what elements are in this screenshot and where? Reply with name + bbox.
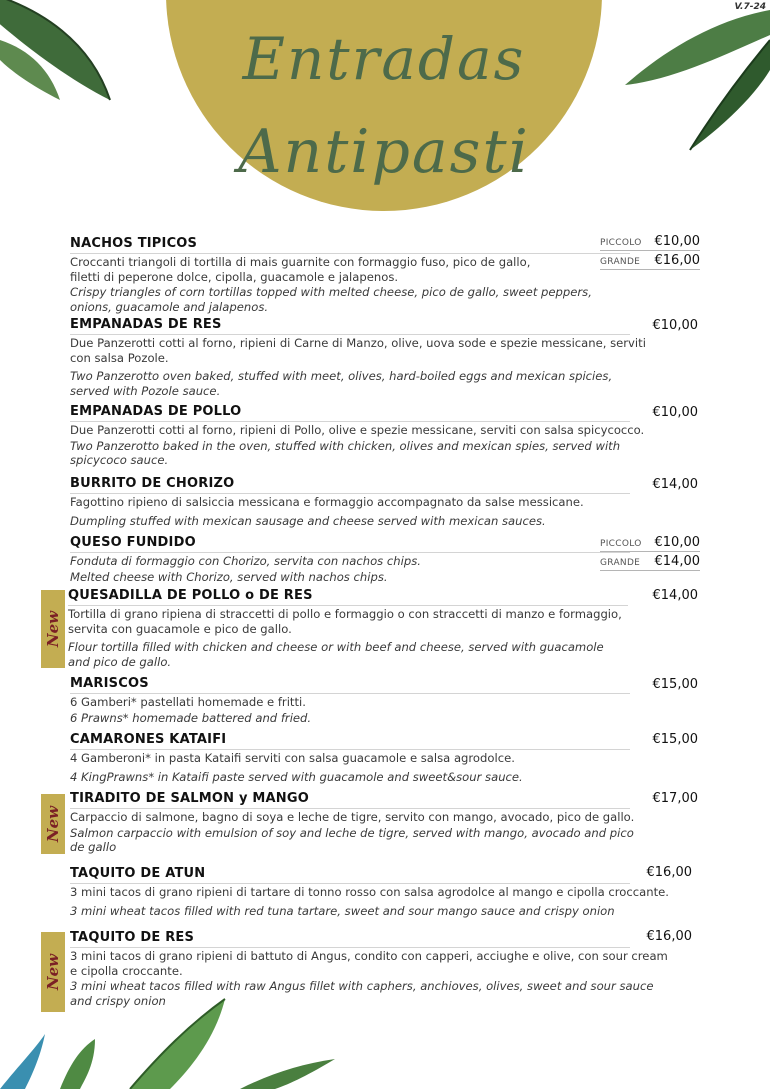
item-description-it: Carpaccio di salmone, bagno di soya e leche de tigre, servito con mango, avocado, pico de gallo. xyxy=(70,810,635,824)
item-price: €16,00 xyxy=(646,929,692,944)
item-description-it: Tortilla di grano ripiena di straccetti di pollo e formaggio o con straccetti di manzo e formaggio, servita con guacamole e pico de gallo. xyxy=(68,607,622,636)
item-price: €17,00 xyxy=(652,791,698,806)
item-price: €10,00 xyxy=(652,318,698,333)
item-name: MARISCOS xyxy=(70,676,630,694)
item-name: EMPANADAS DE RES xyxy=(70,317,630,335)
item-description-en: 3 mini wheat tacos filled with red tuna tartare, sweet and sour mango sauce and crispy onion xyxy=(70,903,615,918)
size-price: €10,00 xyxy=(654,234,700,249)
leaf-decoration-top-right xyxy=(595,0,770,160)
item-name: NACHOS TIPICOS xyxy=(70,236,630,254)
item-description-it: 3 mini tacos di grano ripieni di tartare di tonno rosso con salsa agrodolce al mango e cipolla croccante. xyxy=(70,885,669,899)
new-badge xyxy=(41,590,65,668)
item-description-en: Flour tortilla filled with chicken and cheese or with beef and cheese, served with guacamole and pico de gallo. xyxy=(68,640,604,669)
item-description-en: Salmon carpaccio with emulsion of soy and leche de tigre, served with mango, avocado and pico de gallo xyxy=(70,825,634,854)
new-badge xyxy=(41,794,65,854)
size-row-grande xyxy=(600,253,700,270)
item-description-it: 3 mini tacos di grano ripieni di battuto di Angus, condito con capperi, acciughe e olive, con sour cream e cipolla croccante. xyxy=(70,949,668,978)
size-label: GRANDE xyxy=(600,257,641,267)
size-row-piccolo xyxy=(600,234,700,251)
size-label: PICCOLO xyxy=(600,539,642,549)
item-description-en: Two Panzerotto baked in the oven, stuffed with chicken, olives and mexican spies, served with spicycoco sauce. xyxy=(70,438,621,467)
leaf-decoration-top-left xyxy=(0,0,120,110)
item-description-it: Fagottino ripieno di salsiccia messicana e formaggio accompagnato da salse messicane. xyxy=(70,495,584,509)
item-description-it: Fonduta di formaggio con Chorizo, servita con nachos chips. xyxy=(70,554,421,568)
new-badge-label: New xyxy=(44,805,63,843)
size-row-piccolo xyxy=(600,535,700,552)
item-description-en: 3 mini wheat tacos filled with raw Angus fillet with caphers, anchioves, olives, sweet and sour sauce and crispy onion xyxy=(70,979,654,1008)
size-label: PICCOLO xyxy=(600,238,642,248)
item-description-it: 6 Gamberi* pastellati homemade e fritti. xyxy=(70,695,306,709)
item-name: CAMARONES KATAIFI xyxy=(70,732,630,750)
item-name: EMPANADAS DE POLLO xyxy=(70,404,630,422)
item-name: BURRITO DE CHORIZO xyxy=(70,476,630,494)
item-name: TAQUITO DE RES xyxy=(70,930,630,948)
size-row-grande xyxy=(600,554,700,571)
page-title-line1: Entradas xyxy=(242,25,526,93)
item-name: QUESADILLA DE POLLO o DE RES xyxy=(68,588,628,606)
version-label: V.7-24 xyxy=(734,2,766,12)
size-price: €16,00 xyxy=(654,253,700,268)
item-price: €16,00 xyxy=(646,865,692,880)
item-description-it: Due Panzerotti cotti al forno, ripieni di Pollo, olive e spezie messicane, serviti con salsa spicycocco. xyxy=(70,423,645,437)
item-price: €14,00 xyxy=(652,477,698,492)
item-description-en: Dumpling stuffed with mexican sausage and cheese served with mexican sauces. xyxy=(70,513,546,528)
item-description-en: 4 KingPrawns* in Kataifi paste served with guacamole and sweet&sour sauce. xyxy=(70,769,523,784)
item-name: TAQUITO DE ATUN xyxy=(70,866,630,884)
new-badge xyxy=(41,932,65,1012)
item-description-en: 6 Prawns* homemade battered and fried. xyxy=(70,710,312,725)
item-description-en: Crispy triangles of corn tortillas topped with melted cheese, pico de gallo, sweet peppers, onions, guacamole and jalapenos. xyxy=(70,285,592,314)
item-description-en: Two Panzerotto oven baked, stuffed with meet, olives, hard-boiled eggs and mexican spicies, served with Pozole sauce. xyxy=(70,369,613,398)
new-badge-label: New xyxy=(44,610,63,648)
item-description-it: 4 Gamberoni* in pasta Kataifi serviti con salsa guacamole e salsa agrodolce. xyxy=(70,751,515,765)
item-name: TIRADITO DE SALMON y MANGO xyxy=(70,791,630,809)
new-badge-label: New xyxy=(44,953,63,991)
item-name: QUESO FUNDIDO xyxy=(70,535,630,553)
item-description-it: Croccanti triangoli di tortilla di mais guarnite con formaggio fuso, pico de gallo, filetti di peperone dolce, cipolla, guacamole e jalapenos. xyxy=(70,255,531,284)
item-description-it: Due Panzerotti cotti al forno, ripieni di Carne di Manzo, olive, uova sode e spezie messicane, serviti con salsa Pozole. xyxy=(70,336,646,365)
size-price: €10,00 xyxy=(654,535,700,550)
item-price: €14,00 xyxy=(652,588,698,603)
size-price: €14,00 xyxy=(654,554,700,569)
item-description-en: Melted cheese with Chorizo, served with nachos chips. xyxy=(70,569,388,584)
item-price: €15,00 xyxy=(652,677,698,692)
item-price: €10,00 xyxy=(652,405,698,420)
size-label: GRANDE xyxy=(600,558,641,568)
page-title-line2: Antipasti xyxy=(238,117,530,187)
item-price: €15,00 xyxy=(652,732,698,747)
